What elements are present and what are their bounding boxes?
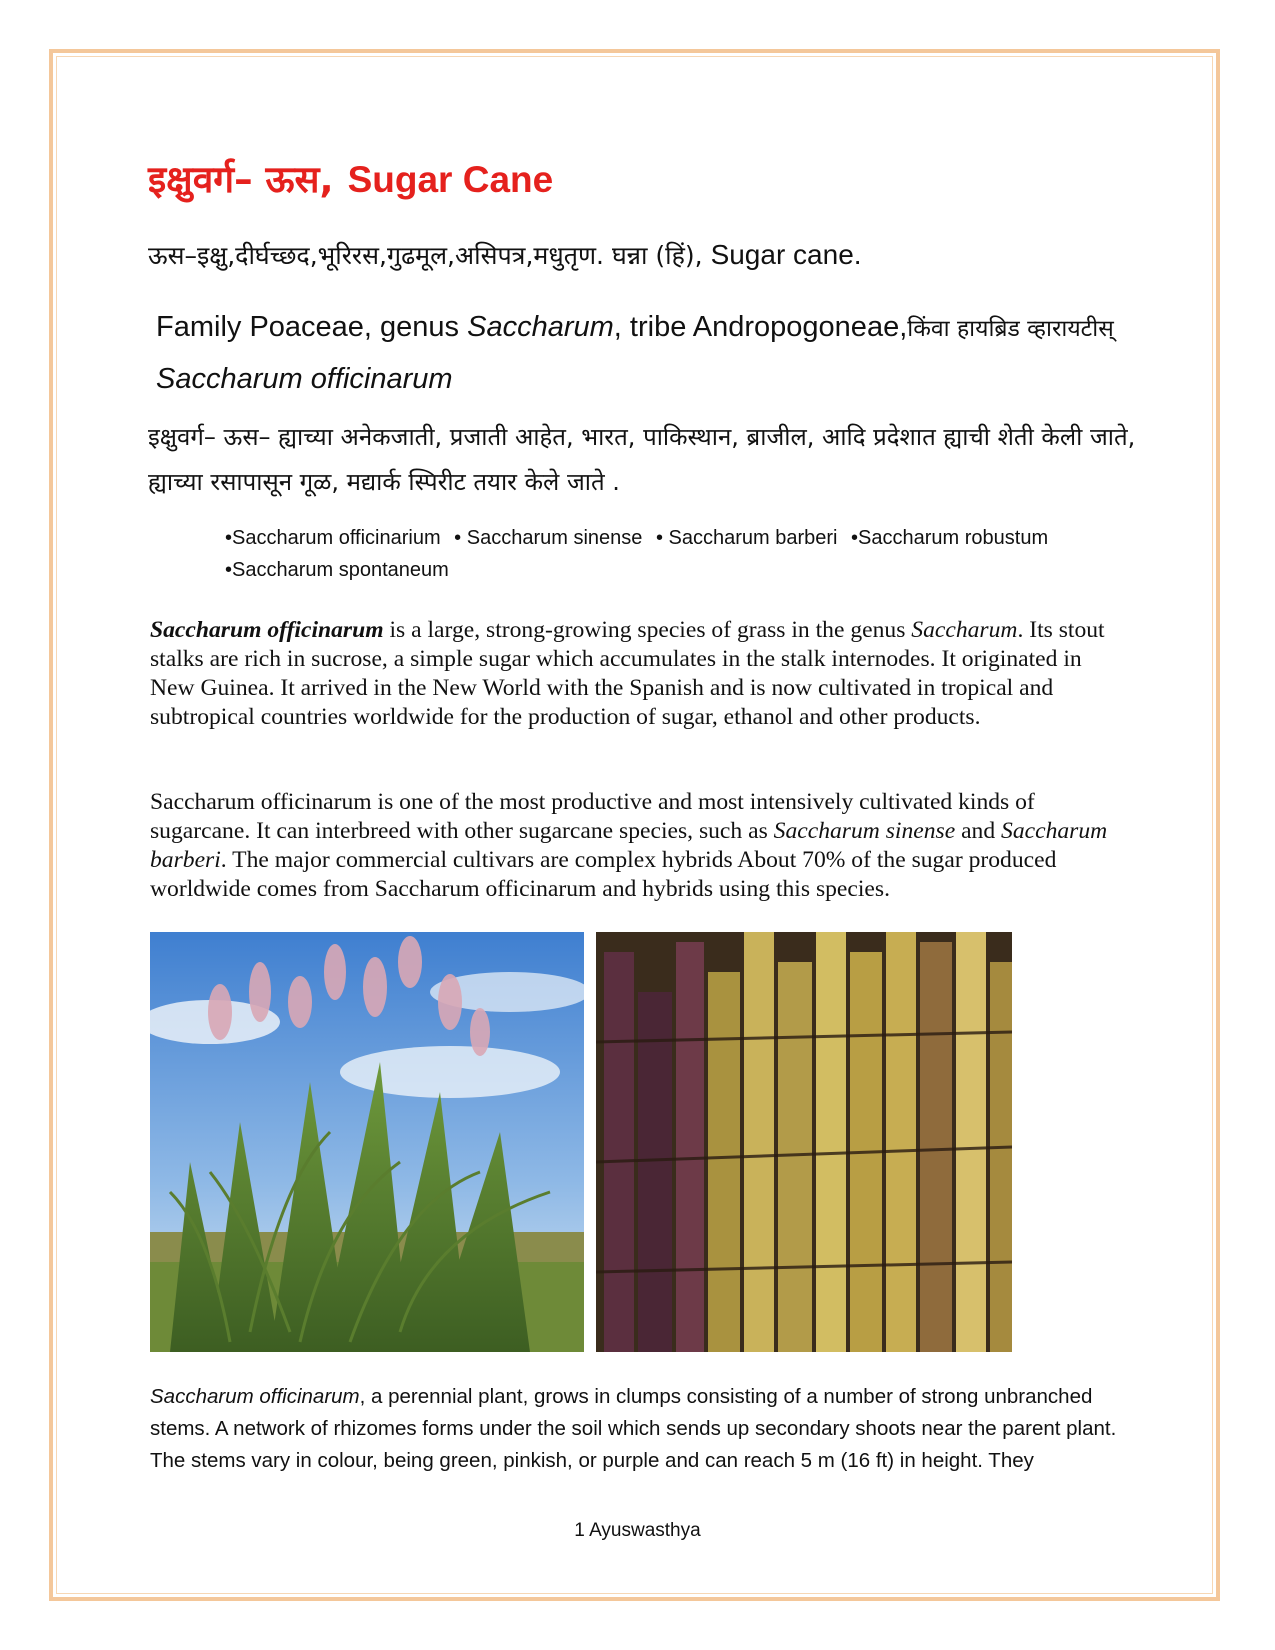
para3-species: Saccharum officinarum xyxy=(150,1385,360,1408)
stalks-illustration xyxy=(596,932,1012,1352)
description-paragraph-1 xyxy=(150,616,1130,732)
para3-text: , a perennial plant, grows in clumps consisting of a number of strong unbranched stems. A network of rhizomes forms under the soil which sends up secondary shoots near the parent plant. The stems vary in colour, being green, pinkish, or purple and can reach 5 m (16 ft) in height. They xyxy=(150,1385,1117,1472)
para1-text1: is a large, strong-growing species of grass in the genus xyxy=(383,617,912,643)
para2-text2: . The major commercial cultivars are complex hybrids About 70% of the sugar produced worldwide comes from Saccharum officinarum and hybrids using this species. xyxy=(150,847,1057,902)
para2-species-2: Saccharum barberi xyxy=(150,818,1108,873)
description-paragraph-3 xyxy=(150,1381,1150,1477)
species-bold: Saccharum officinarum xyxy=(150,617,384,643)
marathi-paragraph: इक्षुवर्ग– ऊस– ह्याच्या अनेकजाती, प्रजाती आहेत, भारत, पाकिस्थान, ब्राजील, आदि प्रदेशात ह्याची शेती केली जाते, ह्याच्या रसापासून गूळ, मद्यार्क स्पिरीट तयार केले जाते . xyxy=(148,423,1136,496)
species-list xyxy=(225,522,1125,586)
title-marathi: इक्षुवर्ग– ऊस, xyxy=(148,158,334,201)
hybrid-marathi: किंवा हायब्रिड व्हारायटीस् xyxy=(907,316,1114,342)
species-item: • Saccharum sinense xyxy=(454,527,643,549)
page-footer: 1 Ayuswasthya xyxy=(574,1520,701,1541)
para2-text1: Saccharum officinarum is one of the most productive and most intensively cultivated kinds of sugarcane. It can interbreed with other sugarcane species, such as xyxy=(150,789,1035,844)
synonyms-line xyxy=(148,238,862,272)
title-english: Sugar Cane xyxy=(347,159,554,200)
sugarcane-field-photo xyxy=(150,932,584,1352)
family-text: Family Poaceae, genus xyxy=(156,311,468,343)
para1-text2: . Its stout stalks are rich in sucrose, a simple sugar which accumulates in the stalk internodes. It originated in New Guinea. It arrived in the New World with the Spanish and is now cultivated in tropical and subtropical countries worldwide for the production of sugar, ethanol and other products. xyxy=(150,617,1105,730)
synonyms-marathi: ऊस–इक्षु,दीर्घच्छद,भूरिरस,गुढमूल,असिपत्र,मधुतृण. घन्ना (हिं), xyxy=(148,241,703,270)
tribe-text: , tribe Andropogoneae, xyxy=(613,311,908,343)
genus-name: Saccharum xyxy=(467,311,614,343)
para1-genus: Saccharum xyxy=(911,617,1018,643)
species-item: •Saccharum robustum xyxy=(851,527,1049,549)
species-item: •Saccharum officinarium xyxy=(225,527,441,549)
field-illustration xyxy=(150,932,584,1352)
sugarcane-stalks-photo xyxy=(596,932,1012,1352)
species-item: •Saccharum spontaneum xyxy=(225,559,449,581)
para2-species-1: Saccharum sinense xyxy=(773,818,956,844)
species-name: Saccharum officinarum xyxy=(156,363,453,395)
synonyms-english: Sugar cane. xyxy=(710,239,862,270)
para2-and: and xyxy=(955,818,1002,844)
species-item: • Saccharum barberi xyxy=(655,527,838,549)
page-title xyxy=(148,152,553,203)
description-paragraph-2 xyxy=(150,788,1130,904)
family-classification xyxy=(156,302,1156,404)
